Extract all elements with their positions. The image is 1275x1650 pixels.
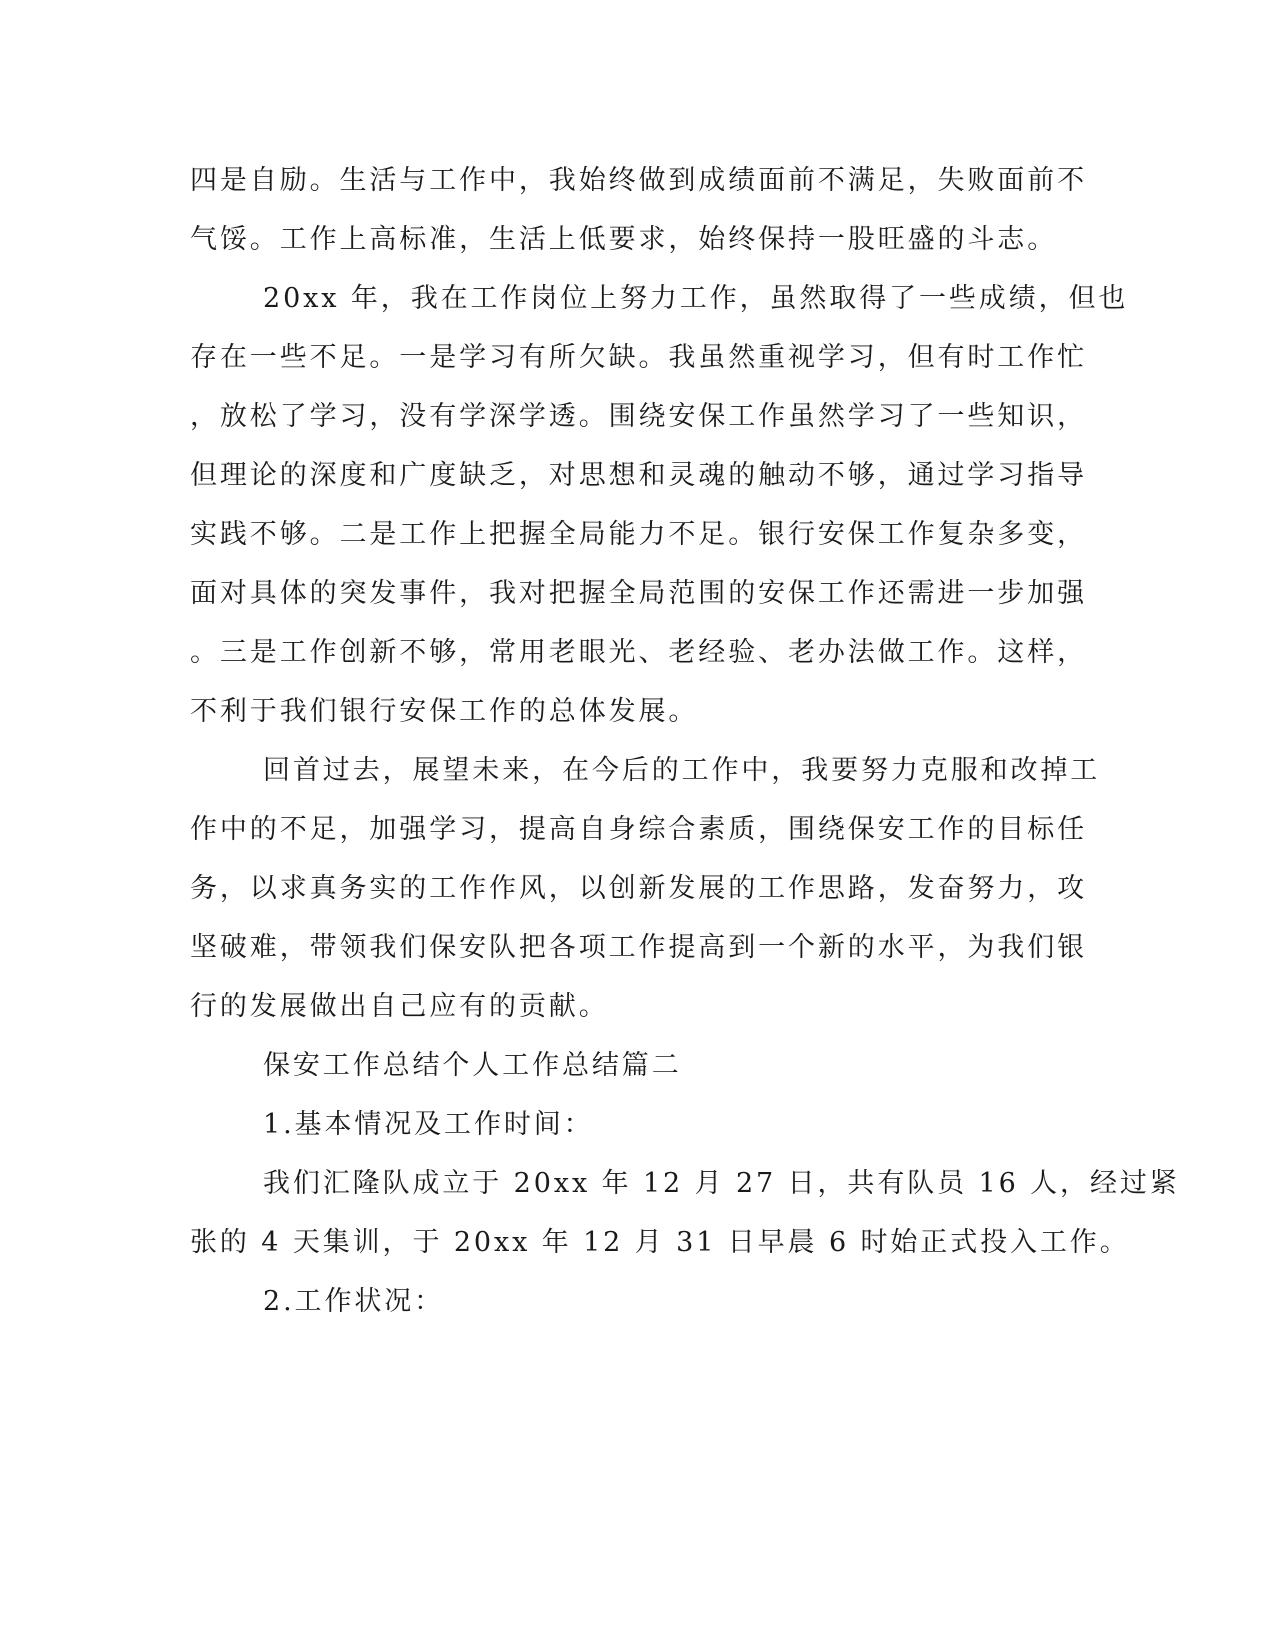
text-line: 实践不够。二是工作上把握全局能力不足。银行安保工作复杂多变， [190, 519, 1087, 550]
text-line: 但理论的深度和广度缺乏，对思想和灵魂的触动不够，通过学习指导 [190, 460, 1087, 491]
text-line: 行的发展做出自己应有的贡献。 [190, 991, 609, 1022]
text-line: 存在一些不足。一是学习有所欠缺。我虽然重视学习，但有时工作忙 [190, 342, 1087, 373]
text-line: 作中的不足，加强学习，提高自身综合素质，围绕保安工作的目标任 [190, 814, 1087, 845]
text-line: 。三是工作创新不够，常用老眼光、老经验、老办法做工作。这样， [190, 637, 1087, 668]
text-line: 不利于我们银行安保工作的总体发展。 [190, 696, 699, 727]
text-line: 坚破难，带领我们保安队把各项工作提高到一个新的水平，为我们银 [190, 932, 1087, 963]
text-line: 张的 4 天集训，于 20xx 年 12 月 31 日早晨 6 时始正式投入工作。 [190, 1227, 1130, 1258]
text-line: 回首过去，展望未来，在今后的工作中，我要努力克服和改掉工 [263, 755, 1101, 786]
subsection-heading: 2.工作状况： [263, 1286, 445, 1317]
section-heading: 保安工作总结个人工作总结篇二 [263, 1050, 682, 1081]
subsection-heading: 1.基本情况及工作时间： [263, 1109, 594, 1140]
text-line: 务，以求真务实的工作作风，以创新发展的工作思路，发奋努力，攻 [190, 873, 1087, 904]
text-line: 面对具体的突发事件，我对把握全局范围的安保工作还需进一步加强 [190, 578, 1087, 609]
text-line: 四是自励。生活与工作中，我始终做到成绩面前不满足，失败面前不 [190, 165, 1087, 196]
text-line: 我们汇隆队成立于 20xx 年 12 月 27 日，共有队员 16 人，经过紧 [263, 1168, 1180, 1199]
text-line: ，放松了学习，没有学深学透。围绕安保工作虽然学习了一些知识， [190, 401, 1087, 432]
text-line: 气馁。工作上高标准，生活上低要求，始终保持一股旺盛的斗志。 [190, 224, 1058, 255]
text-line: 20xx 年，我在工作岗位上努力工作，虽然取得了一些成绩，但也 [263, 283, 1129, 314]
